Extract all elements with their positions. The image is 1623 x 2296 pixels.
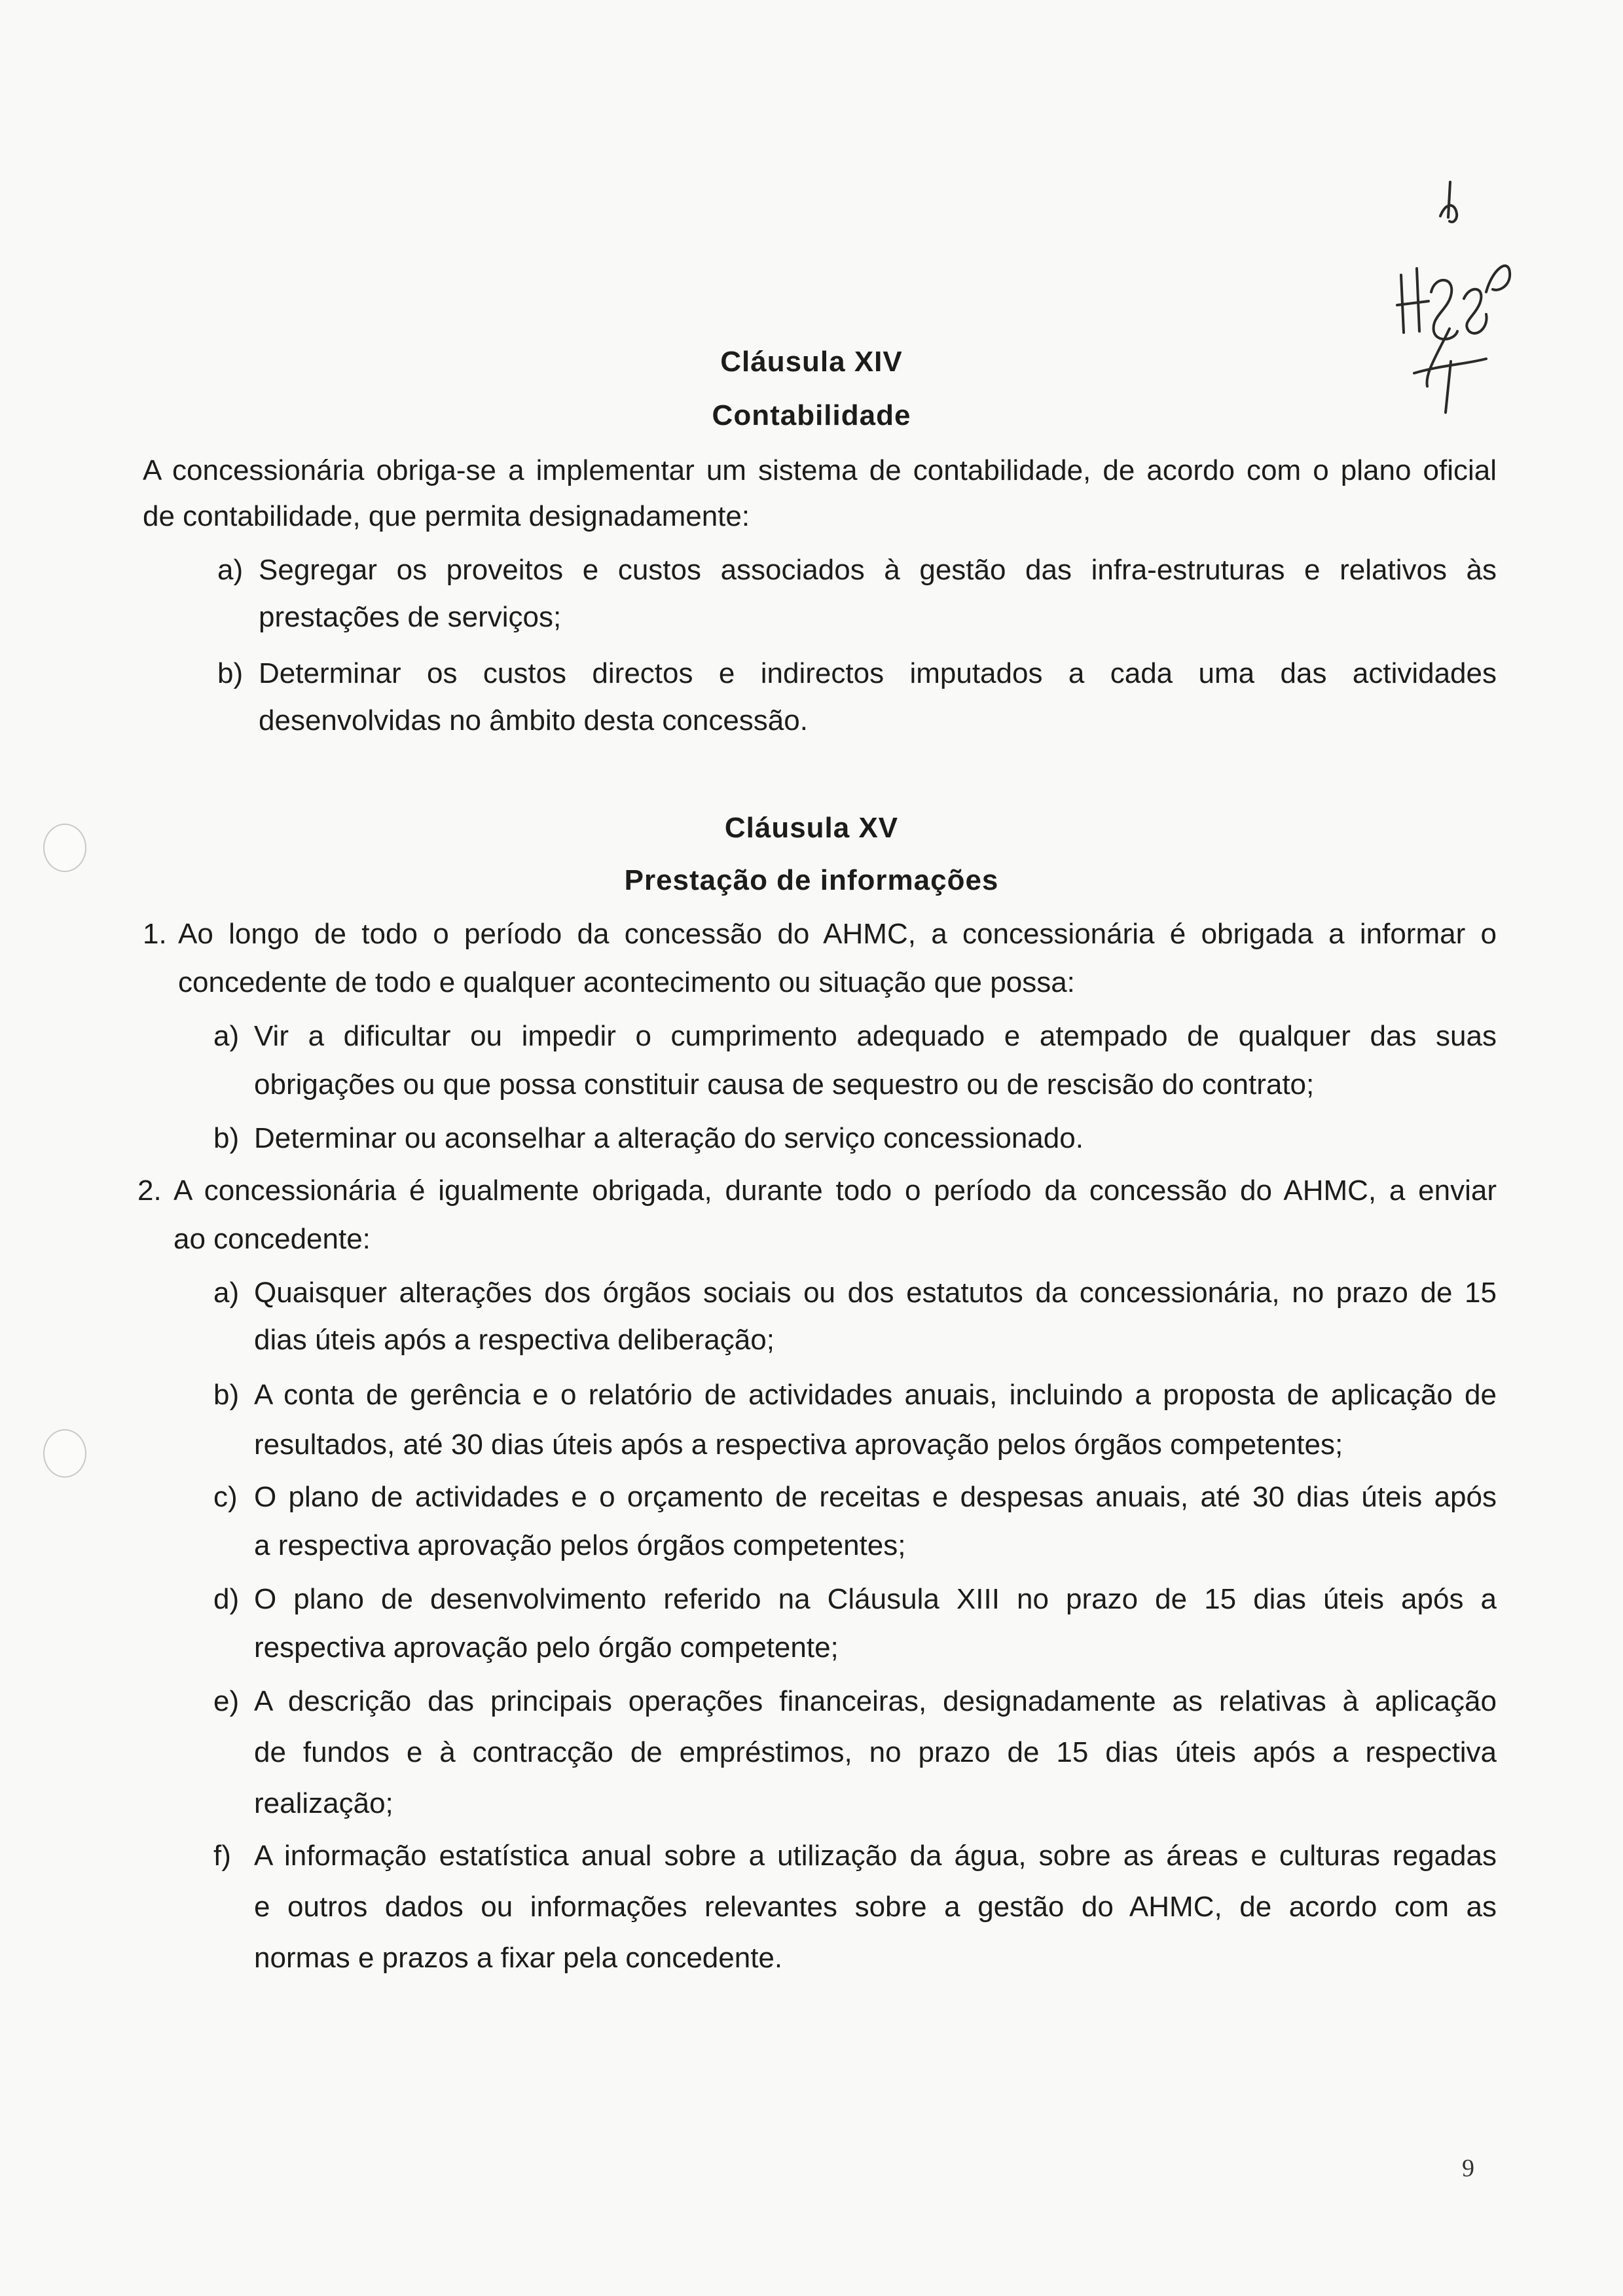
list-item-text-cont: a respectiva aprovação pelos órgãos competentes; — [254, 1529, 906, 1561]
point-2-text: A concessionária é igualmente obrigada, durante todo o período da concessão do AHMC, a enviar — [173, 1175, 1497, 1207]
list-marker: f) — [213, 1840, 231, 1872]
list-marker: b) — [213, 1122, 240, 1154]
clause-xv-title: Cláusula XV — [724, 812, 899, 844]
list-marker: a) — [213, 1277, 240, 1309]
list-item-text: A conta de gerência e o relatório de actividades anuais, incluindo a proposta de aplicação de — [254, 1379, 1497, 1411]
list-item-text: A informação estatística anual sobre a utilização da água, sobre as áreas e culturas regadas — [254, 1840, 1497, 1872]
clause-xiv-intro: A concessionária obriga-se a implementar um sistema de contabilidade, de acordo com o plano oficial — [143, 454, 1497, 486]
list-marker: d) — [213, 1583, 240, 1615]
list-item-text: Determinar ou aconselhar a alteração do serviço concessionado. — [254, 1122, 1084, 1154]
punch-hole-bottom — [43, 1429, 86, 1478]
clause-xiv-title: Cláusula XIV — [720, 346, 903, 378]
list-item-text: Vir a dificultar ou impedir o cumprimento adequado e atempado de qualquer das suas — [254, 1020, 1497, 1052]
clause-xv-subtitle: Prestação de informações — [624, 864, 999, 896]
list-item-text: A descrição das principais operações financeiras, designadamente as relativas à aplicação — [254, 1685, 1497, 1717]
list-item-text-cont: dias úteis após a respectiva deliberação; — [254, 1324, 775, 1356]
list-item-text-cont: de fundos e à contracção de empréstimos, no prazo de 15 dias úteis após a respectiva — [254, 1736, 1497, 1768]
clause-xiv-intro-cont: de contabilidade, que permita designadamente: — [143, 500, 750, 532]
list-item-text-cont: realização; — [254, 1787, 393, 1819]
list-item-text: Segregar os proveitos e custos associados à gestão das infra-estruturas e relativos às — [259, 554, 1497, 586]
point-1-text-cont: concedente de todo e qualquer acontecimento ou situação que possa: — [178, 966, 1075, 998]
handwritten-initials — [1388, 177, 1519, 419]
list-marker: a) — [217, 554, 244, 586]
list-item-text: O plano de desenvolvimento referido na Cláusula XIII no prazo de 15 dias úteis após a — [254, 1583, 1497, 1615]
list-item-text: O plano de actividades e o orçamento de receitas e despesas anuais, até 30 dias úteis após — [254, 1481, 1497, 1513]
list-item-text-cont: prestações de serviços; — [259, 601, 562, 633]
point-1-text: Ao longo de todo o período da concessão do AHMC, a concessionária é obrigada a informar o — [178, 918, 1497, 950]
list-marker: 2. — [137, 1175, 162, 1207]
list-item-text: Determinar os custos directos e indirectos imputados a cada uma das actividades — [259, 657, 1497, 689]
list-marker: 1. — [143, 918, 167, 950]
list-item-text-cont: e outros dados ou informações relevantes sobre a gestão do AHMC, de acordo com as — [254, 1891, 1497, 1923]
list-marker: b) — [213, 1379, 240, 1411]
list-item-text-cont: normas e prazos a fixar pela concedente. — [254, 1942, 783, 1974]
list-marker: e) — [213, 1685, 240, 1717]
list-item-text-cont: desenvolvidas no âmbito desta concessão. — [259, 704, 808, 737]
page-number: 9 — [1462, 2155, 1474, 2182]
list-marker: a) — [213, 1020, 240, 1052]
list-item-text-cont: respectiva aprovação pelo órgão competente; — [254, 1631, 839, 1664]
clause-xiv-subtitle: Contabilidade — [712, 399, 911, 431]
list-item-text-cont: resultados, até 30 dias úteis após a respectiva aprovação pelos órgãos competentes; — [254, 1429, 1343, 1461]
list-item-text: Quaisquer alterações dos órgãos sociais ou dos estatutos da concessionária, no prazo de 15 — [254, 1277, 1497, 1309]
list-marker: b) — [217, 657, 244, 689]
list-marker: c) — [213, 1481, 238, 1513]
list-item-text-cont: obrigações ou que possa constituir causa de sequestro ou de rescisão do contrato; — [254, 1068, 1315, 1101]
point-2-text-cont: ao concedente: — [173, 1223, 371, 1255]
